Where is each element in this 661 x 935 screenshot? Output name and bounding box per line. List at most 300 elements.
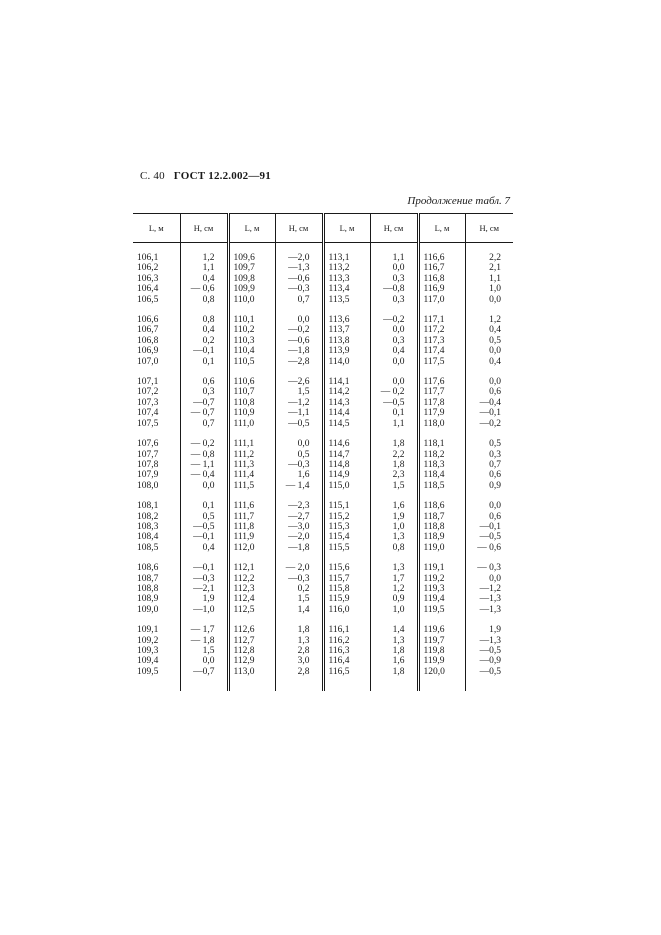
table-row: [133, 460, 513, 470]
length-cell: 117,2: [418, 325, 465, 335]
height-cell: —1,3: [479, 604, 501, 615]
length-cell: 114,8: [323, 460, 370, 470]
length-cell: 114,0: [323, 357, 370, 367]
length-cell: 118,3: [418, 460, 465, 470]
height-cell: —0,3: [180, 574, 228, 584]
height-cell: 1,3: [275, 636, 323, 646]
height-cell: 0,3: [180, 387, 228, 397]
height-cell: 1,6: [275, 470, 323, 480]
table-row: [133, 295, 513, 305]
height-cell: — 0,7: [180, 408, 228, 418]
height-cell: 2,1: [489, 263, 501, 274]
height-cell: 0,3: [489, 449, 501, 460]
height-cell: —1,0: [180, 605, 228, 615]
table-row: [133, 481, 513, 491]
standard-designation: ГОСТ 12.2.002—91: [173, 170, 271, 182]
length-cell: 107,8: [133, 460, 180, 470]
length-cell: 116,2: [323, 636, 370, 646]
length-cell: 114,7: [323, 450, 370, 460]
height-cell: 0,6: [489, 387, 501, 398]
length-cell: 110,0: [228, 295, 275, 305]
height-cell: 0,0: [370, 377, 418, 387]
length-cell: 107,9: [133, 470, 180, 480]
height-cell: 0,0: [370, 325, 418, 335]
table-row: [133, 439, 513, 449]
height-cell: —1,8: [275, 543, 323, 553]
height-cell: —0,6: [275, 274, 323, 284]
page-number: С. 40: [140, 170, 165, 182]
height-cell: 1,9: [489, 625, 501, 636]
column-header: L, м: [418, 214, 465, 243]
height-cell: 0,0: [180, 656, 228, 666]
length-cell: 115,9: [323, 594, 370, 604]
table-row: [133, 470, 513, 480]
height-cell: 1,0: [370, 605, 418, 615]
table-row: [133, 584, 513, 594]
height-cell: 0,3: [370, 336, 418, 346]
length-cell: 115,2: [323, 512, 370, 522]
height-cell: — 0,2: [370, 387, 418, 397]
length-cell: 109,6: [228, 253, 275, 263]
table-row: [133, 315, 513, 325]
height-cell: — 0,8: [180, 450, 228, 460]
length-cell: 107,3: [133, 398, 180, 408]
table-row: [133, 377, 513, 387]
length-cell: 109,4: [133, 656, 180, 666]
height-cell: —0,6: [275, 336, 323, 346]
height-cell: 1,2: [370, 584, 418, 594]
height-cell: 1,1: [180, 263, 228, 273]
length-cell: 113,4: [323, 284, 370, 294]
spacer-row: [133, 305, 513, 315]
length-cell: 108,6: [133, 563, 180, 573]
height-cell: —1,1: [275, 408, 323, 418]
height-cell: — 0,4: [180, 470, 228, 480]
length-cell: 106,8: [133, 336, 180, 346]
length-cell: 119,3: [418, 584, 465, 594]
length-cell: 115,1: [323, 501, 370, 511]
length-cell: 112,6: [228, 625, 275, 635]
height-cell: 0,0: [489, 346, 501, 357]
height-cell: 0,6: [180, 377, 228, 387]
height-cell: 0,3: [370, 274, 418, 284]
length-cell: 117,8: [418, 398, 465, 408]
length-cell: 112,3: [228, 584, 275, 594]
height-cell: 1,8: [275, 625, 323, 635]
height-cell: —1,2: [275, 398, 323, 408]
table-row: [133, 605, 513, 615]
column-header: L, м: [228, 214, 275, 243]
height-cell: 1,8: [370, 439, 418, 449]
length-cell: 115,3: [323, 522, 370, 532]
length-cell: 119,7: [418, 636, 465, 646]
height-cell: 1,5: [275, 594, 323, 604]
height-cell: —0,3: [275, 574, 323, 584]
table-row: [133, 667, 513, 677]
height-cell: 0,1: [180, 501, 228, 511]
length-cell: 119,9: [418, 656, 465, 666]
length-cell: 107,5: [133, 419, 180, 429]
length-cell: 110,8: [228, 398, 275, 408]
length-cell: 115,0: [323, 481, 370, 491]
length-cell: 116,0: [323, 605, 370, 615]
height-cell: 1,1: [370, 419, 418, 429]
length-cell: 117,6: [418, 377, 465, 387]
length-cell: 116,6: [418, 253, 465, 263]
length-cell: 113,6: [323, 315, 370, 325]
table-row: [133, 563, 513, 573]
table-row: [133, 263, 513, 273]
height-cell: 0,1: [180, 357, 228, 367]
length-cell: 112,7: [228, 636, 275, 646]
height-cell: 1,5: [180, 646, 228, 656]
height-cell: 1,7: [370, 574, 418, 584]
length-cell: 118,5: [418, 481, 465, 491]
height-cell: 1,8: [370, 667, 418, 677]
height-cell: 0,7: [275, 295, 323, 305]
length-cell: 110,4: [228, 346, 275, 356]
length-cell: 116,5: [323, 667, 370, 677]
height-cell: 0,5: [275, 450, 323, 460]
length-cell: 119,8: [418, 646, 465, 656]
length-cell: 109,5: [133, 667, 180, 677]
height-cell: 0,9: [489, 480, 501, 491]
length-cell: 109,7: [228, 263, 275, 273]
height-cell: —0,8: [370, 284, 418, 294]
length-cell: 106,3: [133, 274, 180, 284]
height-cell: 1,2: [489, 315, 501, 326]
table-row: [133, 346, 513, 356]
length-cell: 106,2: [133, 263, 180, 273]
height-cell: 1,8: [370, 460, 418, 470]
length-cell: 119,1: [418, 563, 465, 573]
length-cell: 117,7: [418, 387, 465, 397]
height-cell: 0,0: [370, 263, 418, 273]
length-cell: 117,1: [418, 315, 465, 325]
height-cell: —0,2: [370, 315, 418, 325]
length-cell: 111,3: [228, 460, 275, 470]
height-cell: 1,1: [489, 273, 501, 284]
height-cell: 0,4: [489, 356, 501, 367]
table-row: [133, 532, 513, 542]
length-cell: 118,4: [418, 470, 465, 480]
length-cell: 108,3: [133, 522, 180, 532]
table-row: [133, 522, 513, 532]
height-cell: 1,3: [370, 636, 418, 646]
column-header: H, см: [180, 214, 228, 243]
height-cell: — 2,0: [275, 563, 323, 573]
length-cell: 111,4: [228, 470, 275, 480]
height-cell: —2,1: [180, 584, 228, 594]
length-cell: 111,1: [228, 439, 275, 449]
length-cell: 110,9: [228, 408, 275, 418]
length-cell: 114,4: [323, 408, 370, 418]
height-cell: 1,9: [180, 594, 228, 604]
length-cell: 110,7: [228, 387, 275, 397]
table-row: [133, 284, 513, 294]
table-row: [133, 408, 513, 418]
length-cell: 117,4: [418, 346, 465, 356]
length-cell: 114,3: [323, 398, 370, 408]
length-cell: 117,0: [418, 295, 465, 305]
height-cell: 0,5: [489, 335, 501, 346]
height-cell: 1,0: [370, 522, 418, 532]
length-cell: 115,6: [323, 563, 370, 573]
height-cell: —0,3: [275, 284, 323, 294]
height-cell: 0,0: [489, 377, 501, 388]
length-cell: 119,2: [418, 574, 465, 584]
height-cell: 1,5: [275, 387, 323, 397]
height-cell: 1,6: [370, 656, 418, 666]
length-cell: 108,0: [133, 481, 180, 491]
length-cell: 107,2: [133, 387, 180, 397]
length-cell: 114,1: [323, 377, 370, 387]
length-cell: 115,8: [323, 584, 370, 594]
height-cell: —1,3: [479, 635, 501, 646]
length-cell: 119,4: [418, 594, 465, 604]
length-cell: 115,7: [323, 574, 370, 584]
height-cell: —0,1: [479, 408, 501, 419]
height-cell: 2,3: [370, 470, 418, 480]
length-cell: 109,3: [133, 646, 180, 656]
height-cell: 0,3: [370, 295, 418, 305]
length-cell: 112,4: [228, 594, 275, 604]
height-cell: 0,0: [489, 294, 501, 305]
height-cell: 0,0: [180, 481, 228, 491]
length-cell: 107,6: [133, 439, 180, 449]
height-cell: 1,3: [370, 563, 418, 573]
height-cell: —0,7: [180, 667, 228, 677]
length-cell: 106,6: [133, 315, 180, 325]
length-cell: 119,0: [418, 543, 465, 553]
length-cell: 107,1: [133, 377, 180, 387]
height-cell: —2,8: [275, 357, 323, 367]
height-cell: 2,2: [370, 450, 418, 460]
length-cell: 111,5: [228, 481, 275, 491]
column-header: L, м: [323, 214, 370, 243]
table-row: [133, 419, 513, 429]
data-table: [133, 213, 513, 691]
length-cell: 113,1: [323, 253, 370, 263]
height-cell: —0,2: [479, 418, 501, 429]
length-cell: 116,4: [323, 656, 370, 666]
height-cell: —0,5: [479, 666, 501, 677]
height-cell: 0,2: [180, 336, 228, 346]
height-cell: 1,6: [370, 501, 418, 511]
length-cell: 111,7: [228, 512, 275, 522]
height-cell: 1,4: [370, 625, 418, 635]
spacer-row: [133, 615, 513, 625]
length-cell: 113,3: [323, 274, 370, 284]
column-header: H, см: [370, 214, 418, 243]
height-cell: 0,7: [489, 459, 501, 470]
length-cell: 110,5: [228, 357, 275, 367]
height-cell: —0,5: [275, 419, 323, 429]
length-cell: 112,5: [228, 605, 275, 615]
length-cell: 118,8: [418, 522, 465, 532]
column-header: L, м: [133, 214, 180, 243]
spacer-row: [133, 429, 513, 439]
length-cell: 111,9: [228, 532, 275, 542]
height-cell: 0,0: [275, 439, 323, 449]
height-cell: —0,1: [180, 346, 228, 356]
table-row: [133, 357, 513, 367]
height-cell: — 0,3: [477, 563, 501, 574]
length-cell: 120,0: [418, 667, 465, 677]
length-cell: 117,5: [418, 357, 465, 367]
length-cell: 118,9: [418, 532, 465, 542]
table-row: [133, 398, 513, 408]
length-cell: 109,1: [133, 625, 180, 635]
height-cell: 0,0: [370, 357, 418, 367]
column-header: H, см: [465, 214, 513, 243]
height-cell: —0,2: [275, 325, 323, 335]
length-cell: 118,6: [418, 501, 465, 511]
length-cell: 108,7: [133, 574, 180, 584]
length-cell: 106,1: [133, 253, 180, 263]
length-cell: 116,9: [418, 284, 465, 294]
height-cell: 0,4: [180, 543, 228, 553]
height-cell: 1,4: [275, 605, 323, 615]
table-body: [133, 243, 513, 692]
height-cell: —0,3: [275, 460, 323, 470]
length-cell: 114,2: [323, 387, 370, 397]
height-cell: 0,8: [370, 543, 418, 553]
table-row: [133, 501, 513, 511]
height-cell: 0,8: [180, 295, 228, 305]
height-cell: —2,7: [275, 512, 323, 522]
length-cell: 109,8: [228, 274, 275, 284]
height-cell: —0,1: [180, 563, 228, 573]
height-cell: —0,5: [370, 398, 418, 408]
height-cell: —2,0: [275, 253, 323, 263]
height-cell: 1,8: [370, 646, 418, 656]
height-cell: 2,8: [275, 667, 323, 677]
length-cell: 118,0: [418, 419, 465, 429]
length-cell: 115,4: [323, 532, 370, 542]
height-cell: 0,4: [180, 325, 228, 335]
table-row: [133, 543, 513, 553]
length-cell: 114,9: [323, 470, 370, 480]
height-cell: —0,4: [479, 397, 501, 408]
height-cell: 0,5: [489, 439, 501, 450]
height-cell: 0,9: [370, 594, 418, 604]
table-continuation-label: Продолжение табл. 7: [407, 195, 510, 207]
table-row: [133, 450, 513, 460]
length-cell: 110,2: [228, 325, 275, 335]
length-cell: 118,1: [418, 439, 465, 449]
height-cell: 3,0: [275, 656, 323, 666]
length-cell: 117,3: [418, 336, 465, 346]
height-cell: —1,2: [479, 583, 501, 594]
length-cell: 108,1: [133, 501, 180, 511]
length-cell: 108,2: [133, 512, 180, 522]
table-row: [133, 387, 513, 397]
height-cell: 0,2: [275, 584, 323, 594]
height-cell: — 1,8: [180, 636, 228, 646]
length-cell: 112,8: [228, 646, 275, 656]
length-cell: 111,0: [228, 419, 275, 429]
length-cell: 111,6: [228, 501, 275, 511]
height-cell: — 1,7: [180, 625, 228, 635]
height-cell: 0,5: [180, 512, 228, 522]
height-cell: 1,5: [370, 481, 418, 491]
height-cell: 0,6: [489, 470, 501, 481]
table-row: [133, 636, 513, 646]
length-cell: 110,6: [228, 377, 275, 387]
page-header: [140, 170, 271, 182]
height-cell: —0,7: [180, 398, 228, 408]
height-cell: 2,2: [489, 253, 501, 263]
height-cell: —3,0: [275, 522, 323, 532]
height-cell: 0,0: [275, 315, 323, 325]
height-cell: —0,1: [479, 521, 501, 532]
length-cell: 116,3: [323, 646, 370, 656]
length-cell: 109,9: [228, 284, 275, 294]
height-cell: 1,2: [180, 253, 228, 263]
length-cell: 109,0: [133, 605, 180, 615]
length-cell: 114,5: [323, 419, 370, 429]
height-cell: —2,3: [275, 501, 323, 511]
length-cell: 118,7: [418, 512, 465, 522]
spacer-row: [133, 553, 513, 563]
length-cell: 114,6: [323, 439, 370, 449]
length-cell: 119,5: [418, 605, 465, 615]
length-cell: 110,3: [228, 336, 275, 346]
spacer-row: [133, 243, 513, 254]
height-cell: 1,0: [489, 284, 501, 295]
height-cell: —0,1: [180, 532, 228, 542]
length-cell: 119,6: [418, 625, 465, 635]
height-cell: —1,3: [479, 594, 501, 605]
length-cell: 116,8: [418, 274, 465, 284]
length-cell: 106,4: [133, 284, 180, 294]
height-cell: 0,7: [180, 419, 228, 429]
spacer-row: [133, 677, 513, 691]
length-cell: 113,7: [323, 325, 370, 335]
table-row: [133, 325, 513, 335]
height-cell: — 1,4: [275, 481, 323, 491]
length-cell: 113,9: [323, 346, 370, 356]
height-cell: 0,4: [180, 274, 228, 284]
table-row: [133, 512, 513, 522]
length-cell: 106,7: [133, 325, 180, 335]
height-cell: 0,8: [180, 315, 228, 325]
length-cell: 108,8: [133, 584, 180, 594]
table-row: [133, 336, 513, 346]
length-cell: 107,4: [133, 408, 180, 418]
height-cell: —0,5: [479, 532, 501, 543]
length-cell: 111,2: [228, 450, 275, 460]
length-cell: 116,7: [418, 263, 465, 273]
height-cell: 0,4: [370, 346, 418, 356]
length-cell: 118,2: [418, 450, 465, 460]
height-cell: 0,1: [370, 408, 418, 418]
height-cell: —0,5: [180, 522, 228, 532]
height-cell: 0,0: [489, 573, 501, 584]
height-cell: 1,9: [370, 512, 418, 522]
length-cell: 113,8: [323, 336, 370, 346]
length-cell: 111,8: [228, 522, 275, 532]
height-cell: 0,0: [489, 501, 501, 512]
length-cell: 106,9: [133, 346, 180, 356]
height-cell: — 0,2: [180, 439, 228, 449]
length-cell: 112,1: [228, 563, 275, 573]
length-cell: 113,0: [228, 667, 275, 677]
table-row: [133, 646, 513, 656]
length-cell: 108,9: [133, 594, 180, 604]
length-cell: 113,2: [323, 263, 370, 273]
